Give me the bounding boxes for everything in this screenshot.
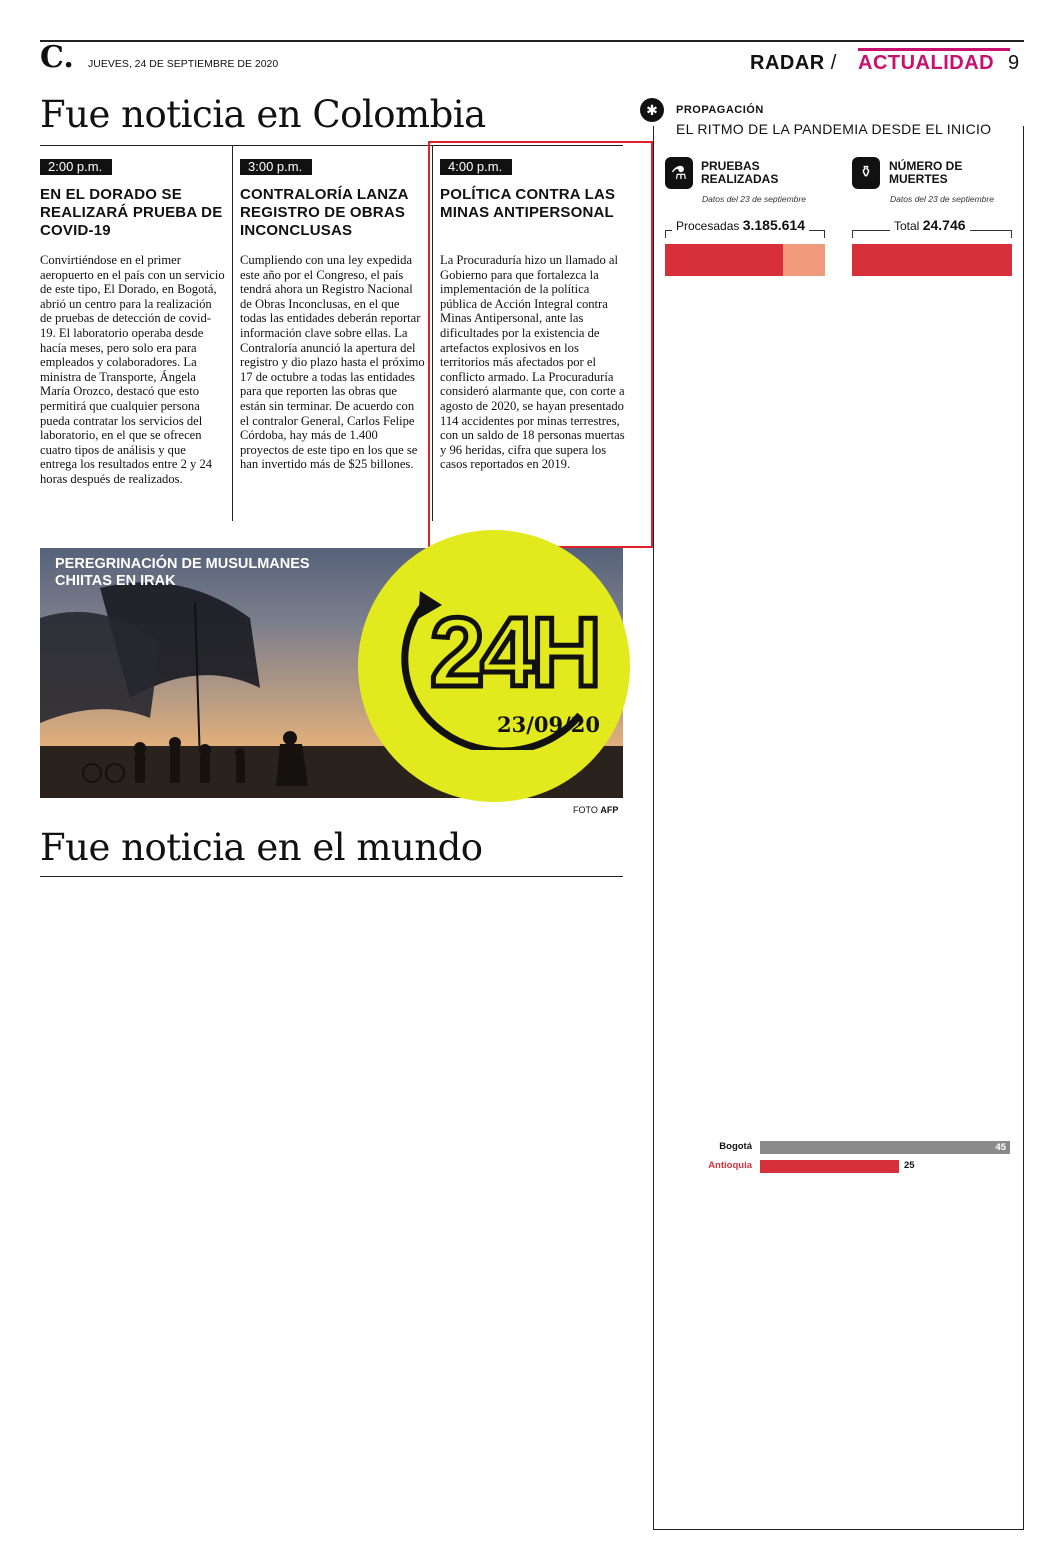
badge-date: 23/09/20	[497, 712, 601, 737]
region-bar	[760, 1141, 1010, 1154]
muertes-total-value: 24.746	[922, 217, 966, 233]
pruebas-note: Datos del 23 de septiembre	[702, 194, 806, 204]
photo-credit: AFP	[600, 805, 619, 815]
region-bar-value: 45	[995, 1142, 1006, 1153]
subsection-label: ACTUALIDAD	[858, 52, 995, 74]
section-separator: /	[830, 52, 837, 74]
top-rule	[40, 40, 1024, 42]
photo-caption: PEREGRINACIÓN DE MUSULMANES CHIITAS EN IRAK	[55, 556, 310, 589]
muertes-total-label: Total	[894, 219, 920, 233]
time-badge: 4:00 p.m.	[440, 159, 512, 175]
infographic-frame	[653, 126, 1024, 1530]
page-number: 9	[1008, 52, 1020, 74]
pruebas-title: PRUEBAS REALIZADAS	[701, 159, 779, 186]
column-divider	[232, 145, 233, 521]
news-body: Cumpliendo con una ley expedida este año por el Congreso, el país tendrá ahora un Registro Nacional de Obras Inconclusas, en el que todas las entidades deberán reportar información clave sobre ellas. La Contraloría anunció la apertura del registro y dio plazo hasta el próximo 17 de octubre a todas las entidades para que reporten las obras que están sin terminar. De acuerdo con el contralor General, Carlos Felipe Córdoba, hay más de 1.400 proyectos de este tipo en los que se han invertido más de $25 billones.	[240, 253, 425, 472]
news-body: La Procuraduría hizo un llamado al Gobierno para que fortalezca la implementación de la política pública de Acción Integral contra Minas Antipersonal, ante las dificultades por la existencia de artefactos explosivos en los territorios más afectados por el conflicto armado. La Procuraduría consideró alarmante que, con corte a agosto de 2020, se hayan presentado 114 accidentes por minas terrestres, con un saldo de 18 personas muertas y 96 heridas, cifra que supera los casos reportados en 2019.	[440, 253, 625, 472]
region-name: Antioquia	[708, 1160, 752, 1171]
virus-icon: ✱	[640, 98, 664, 122]
photo-credit-label: FOTO	[573, 805, 598, 815]
infographic-subtitle: EL RITMO DE LA PANDEMIA DESDE EL INICIO	[676, 121, 992, 137]
procesadas-value: 3.185.614	[742, 217, 806, 233]
news-headline: CONTRALORÍA LANZA REGISTRO DE OBRAS INCONCLUSAS	[240, 186, 409, 239]
region-bar	[760, 1160, 899, 1173]
muertes-bar	[852, 244, 1012, 276]
badge-24h: 24H	[430, 597, 598, 707]
pruebas-bar-total	[665, 244, 825, 276]
time-badge: 2:00 p.m.	[40, 159, 112, 175]
time-badge: 3:00 p.m.	[240, 159, 312, 175]
muertes-title: NÚMERO DE MUERTES	[889, 159, 963, 186]
test-tube-icon: ⚗	[665, 157, 693, 189]
masthead-date: JUEVES, 24 DE SEPTIEMBRE DE 2020	[88, 58, 279, 70]
muertes-note: Datos del 23 de septiembre	[890, 194, 994, 204]
masthead-logo: C.	[40, 40, 74, 75]
mundo-section-title: Fue noticia en el mundo	[40, 826, 483, 869]
subsection-underline	[858, 48, 1010, 51]
infographic-kicker: PROPAGACIÓN	[676, 104, 764, 116]
news-headline: EN EL DORADO SE REALIZARÁ PRUEBA DE COVID-19	[40, 186, 223, 239]
coffin-icon: ⚱	[852, 157, 880, 189]
colombia-section-title: Fue noticia en Colombia	[40, 93, 486, 136]
mundo-rule	[40, 876, 623, 877]
section-label: RADAR	[750, 52, 825, 74]
region-name: Bogotá	[719, 1141, 752, 1152]
procesadas-label: Procesadas	[676, 219, 740, 233]
pruebas-bar-negative	[665, 244, 783, 276]
region-bar-value: 25	[904, 1160, 915, 1171]
news-headline: POLÍTICA CONTRA LAS MINAS ANTIPERSONAL	[440, 186, 616, 221]
news-body: Convirtiéndose en el primer aeropuerto en el país con un servicio de este tipo, El Dorado, en Bogotá, abrió un centro para la realización de pruebas de detección de covid-19. El laboratorio operaba desde hacía meses, pero solo era para empleados y colaboradores. La ministra de Transporte, Ángela María Orozco, destacó que esto permitirá que cualquier persona pueda contratar los servicios del laboratorio, en el que se ofrecen cuatro tipos de análisis y que entrega los resultados entre 2 y 24 horas después de realizados.	[40, 253, 225, 486]
